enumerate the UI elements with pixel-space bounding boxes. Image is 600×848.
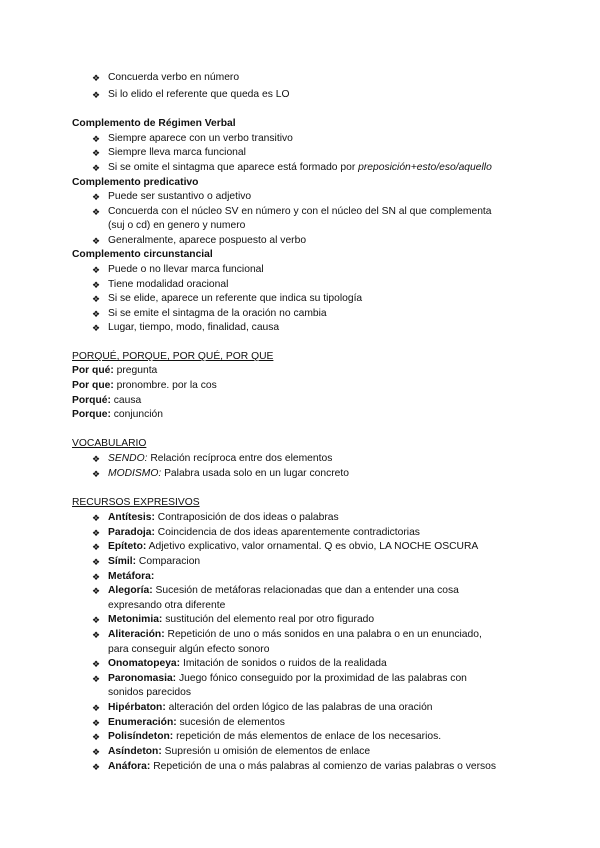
predicativo-bullet-1: Puede ser sustantivo o adjetivo <box>108 191 252 202</box>
recurso-item: Paronomasia: Juego fónico conseguido por la proximidad de las palabras con <box>108 673 467 684</box>
bullet-icon: ❖ <box>91 90 101 100</box>
porque-row-2: Por que: pronombre. por la cos <box>72 380 217 391</box>
recurso-item: Antítesis: Contraposición de dos ideas o palabras <box>108 512 339 523</box>
recurso-item: Asíndeton: Supresión u omisión de elementos de enlace <box>108 746 371 757</box>
bullet-icon: ❖ <box>91 659 101 669</box>
regimen-bullet-3: Si se omite el sintagma que aparece está formado por preposición+esto/eso/aquello <box>108 162 492 173</box>
bullet-icon: ❖ <box>91 73 101 83</box>
regimen-bullet-2: Siempre lleva marca funcional <box>108 147 246 158</box>
bullet-icon: ❖ <box>91 207 101 217</box>
bullet-icon: ❖ <box>91 572 101 582</box>
recurso-item: Metonimia: sustitución del elemento real por otro figurado <box>108 614 375 625</box>
recurso-item: Símil: Comparacion <box>108 556 201 567</box>
bullet-icon: ❖ <box>91 265 101 275</box>
bullet-icon: ❖ <box>91 134 101 144</box>
recurso-item-cont: sonidos parecidos <box>108 687 191 698</box>
bullet-icon: ❖ <box>91 323 101 333</box>
bullet-icon: ❖ <box>91 280 101 290</box>
bullet-icon: ❖ <box>91 674 101 684</box>
recurso-item: Alegoría: Sucesión de metáforas relacionadas que dan a entender una cosa <box>108 585 459 596</box>
circunstancial-bullet-2: Tiene modalidad oracional <box>108 279 229 290</box>
vocabulario-heading: VOCABULARIO <box>72 438 147 449</box>
recurso-item: Epíteto: Adjetivo explicativo, valor ornamental. Q es obvio, LA NOCHE OSCURA <box>108 541 479 552</box>
bullet-icon: ❖ <box>91 148 101 158</box>
bullet-icon: ❖ <box>91 747 101 757</box>
bullet-icon: ❖ <box>91 732 101 742</box>
predicativo-bullet-2-cont: (suj o cd) en genero y numero <box>108 220 246 231</box>
porque-heading: PORQUÉ, PORQUE, POR QUÉ, POR QUE <box>72 351 274 362</box>
porque-row-1: Por qué: pregunta <box>72 365 158 376</box>
predicativo-heading: Complemento predicativo <box>72 177 199 188</box>
bullet-icon: ❖ <box>91 236 101 246</box>
bullet-icon: ❖ <box>91 615 101 625</box>
vocabulario-item-1: SENDO: Relación recíproca entre dos elementos <box>108 453 333 464</box>
bullet-icon: ❖ <box>91 542 101 552</box>
predicativo-bullet-3: Generalmente, aparece pospuesto al verbo <box>108 235 307 246</box>
bullet-icon: ❖ <box>91 586 101 596</box>
recurso-item: Aliteración: Repetición de uno o más sonidos en una palabra o en un enunciado, <box>108 629 482 640</box>
recurso-item: Metáfora: <box>108 571 155 582</box>
regimen-bullet-1: Siempre aparece con un verbo transitivo <box>108 133 293 144</box>
recurso-item: Anáfora: Repetición de una o más palabras al comienzo de varias palabras o versos <box>108 761 497 772</box>
circunstancial-bullet-5: Lugar, tiempo, modo, finalidad, causa <box>108 322 280 333</box>
bullet-icon: ❖ <box>91 762 101 772</box>
recurso-item: Onomatopeya: Imitación de sonidos o ruidos de la realidada <box>108 658 387 669</box>
bullet-icon: ❖ <box>91 718 101 728</box>
bullet-icon: ❖ <box>91 703 101 713</box>
bullet-icon: ❖ <box>91 309 101 319</box>
recurso-item-cont: para conseguir algún efecto sonoro <box>108 644 270 655</box>
circunstancial-heading: Complemento circunstancial <box>72 249 213 260</box>
recurso-item: Polisíndeton: repetición de más elementos de enlace de los necesarios. <box>108 731 442 742</box>
circunstancial-bullet-3: Si se elide, aparece un referente que indica su tipología <box>108 293 363 304</box>
bullet-icon: ❖ <box>91 163 101 173</box>
top-bullet-1: Concuerda verbo en número <box>108 72 240 83</box>
circunstancial-bullet-4: Si se emite el sintagma de la oración no cambia <box>108 308 327 319</box>
vocabulario-item-2: MODISMO: Palabra usada solo en un lugar concreto <box>108 468 349 479</box>
top-bullet-2: Si lo elido el referente que queda es LO <box>108 89 290 100</box>
porque-row-3: Porqué: causa <box>72 395 142 406</box>
bullet-icon: ❖ <box>91 454 101 464</box>
recursos-heading: RECURSOS EXPRESIVOS <box>72 497 200 508</box>
bullet-icon: ❖ <box>91 557 101 567</box>
bullet-icon: ❖ <box>91 528 101 538</box>
circunstancial-bullet-1: Puede o no llevar marca funcional <box>108 264 264 275</box>
bullet-icon: ❖ <box>91 294 101 304</box>
recurso-item: Paradoja: Coincidencia de dos ideas aparentemente contradictorias <box>108 527 420 538</box>
regimen-heading: Complemento de Régimen Verbal <box>72 118 236 129</box>
predicativo-bullet-2: Concuerda con el núcleo SV en número y con el núcleo del SN al que complementa <box>108 206 492 217</box>
recurso-item: Enumeración: sucesión de elementos <box>108 717 285 728</box>
recurso-item-cont: expresando otra diferente <box>108 600 226 611</box>
recurso-item: Hipérbaton: alteración del orden lógico de las palabras de una oración <box>108 702 433 713</box>
bullet-icon: ❖ <box>91 630 101 640</box>
bullet-icon: ❖ <box>91 192 101 202</box>
porque-row-4: Porque: conjunción <box>72 409 163 420</box>
bullet-icon: ❖ <box>91 513 101 523</box>
bullet-icon: ❖ <box>91 469 101 479</box>
